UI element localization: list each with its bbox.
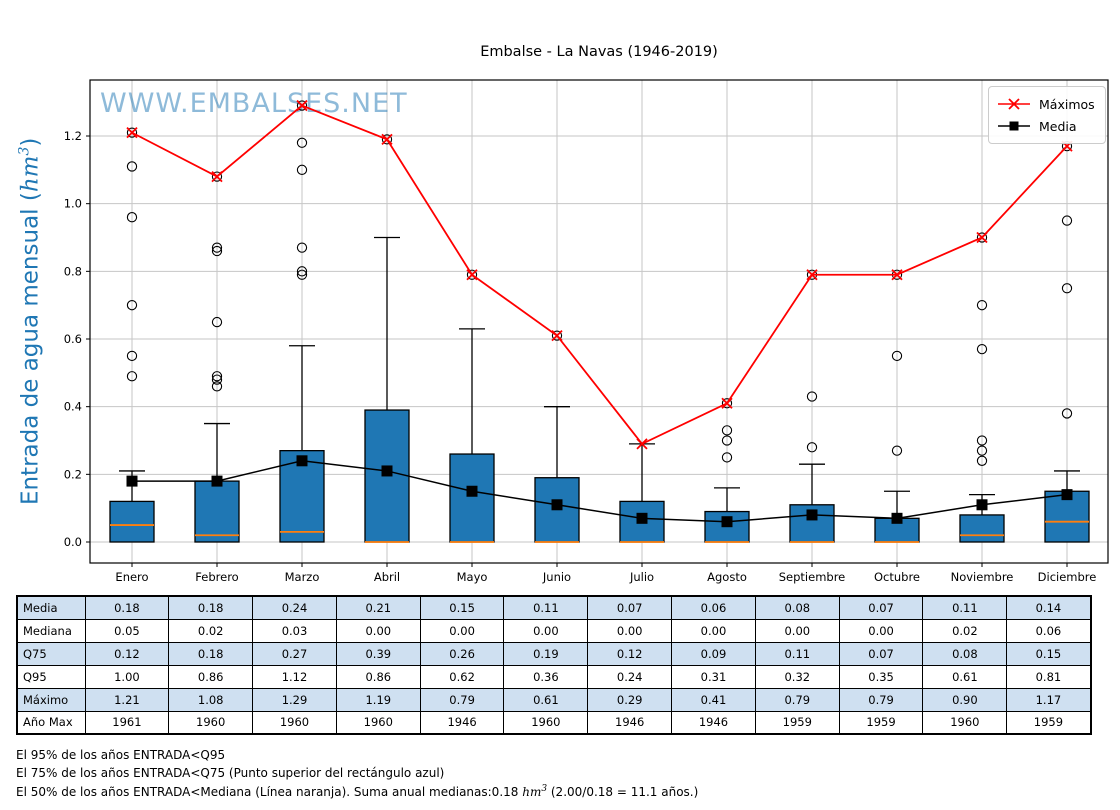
table-cell: 1960: [504, 711, 588, 734]
table-cell: 0.18: [169, 642, 253, 665]
table-row: [17, 711, 1091, 734]
table-cell: 0.41: [672, 688, 756, 711]
table-cell: 0.32: [755, 665, 839, 688]
table-cell: 0.15: [1007, 642, 1091, 665]
y-axis-label-text: Entrada de agua mensual (: [17, 192, 44, 506]
table-row-label: Q95: [17, 665, 85, 688]
footer-note-unit-exponent: 3: [541, 784, 548, 794]
table-cell: 0.24: [588, 665, 672, 688]
stats-table: [16, 595, 1092, 735]
media-line-square-icon: [997, 119, 1031, 133]
table-cell: 0.39: [336, 642, 420, 665]
x-tick-label: Octubre: [873, 570, 921, 584]
table-cell: 0.11: [504, 596, 588, 619]
table-cell: 1959: [1007, 711, 1091, 734]
media-marker: [637, 513, 648, 524]
table-cell: 0.09: [672, 642, 756, 665]
table-cell: 1.08: [169, 688, 253, 711]
media-line: [132, 461, 1067, 522]
footer-note-q75: El 75% de los años ENTRADA<Q75 (Punto superior del rectángulo azul): [16, 766, 445, 780]
table-cell: 1959: [839, 711, 923, 734]
table-cell: 0.12: [588, 642, 672, 665]
table-row: [17, 596, 1091, 619]
table-cell: 1959: [755, 711, 839, 734]
y-axis-label-unit-exponent: 3: [16, 146, 33, 156]
table-cell: 0.24: [253, 596, 337, 619]
chart-title: Embalse - La Navas (1946-2019): [480, 44, 718, 60]
table-cell: 0.08: [923, 642, 1007, 665]
media-marker: [892, 513, 903, 524]
y-axis-label-close: ): [17, 137, 44, 147]
table-cell: 0.19: [504, 642, 588, 665]
stats-table-wrap: [16, 595, 1092, 735]
table-cell: 1960: [336, 711, 420, 734]
table-cell: 0.02: [923, 619, 1007, 642]
media-marker: [977, 499, 988, 510]
table-cell: 0.14: [1007, 596, 1091, 619]
table-row: [17, 665, 1091, 688]
maximos-line-x-icon: [997, 97, 1031, 111]
x-tick-label: Julio: [629, 570, 655, 584]
footer-note-mediana: [16, 784, 698, 799]
table-cell: 0.81: [1007, 665, 1091, 688]
table-cell: 0.18: [169, 596, 253, 619]
table-cell: 0.07: [588, 596, 672, 619]
table-cell: 0.18: [85, 596, 169, 619]
x-tick-label: Noviembre: [950, 570, 1014, 584]
legend-item-maximos: [997, 93, 1095, 115]
x-tick-label: Marzo: [284, 570, 320, 584]
gridlines: [90, 80, 1108, 563]
table-cell: 0.08: [755, 596, 839, 619]
table-cell: 0.00: [839, 619, 923, 642]
x-tick-label: Septiembre: [778, 570, 846, 584]
maximos-line: [132, 106, 1067, 444]
table-cell: 0.00: [672, 619, 756, 642]
watermark: WWW.EMBALSES.NET: [100, 88, 408, 119]
table-cell: 0.86: [169, 665, 253, 688]
table-row-label: Año Max: [17, 711, 85, 734]
table-row: [17, 642, 1091, 665]
y-tick-label: 0.8: [63, 264, 82, 279]
table-cell: 0.02: [169, 619, 253, 642]
table-cell: 0.90: [923, 688, 1007, 711]
table-row-label: Q75: [17, 642, 85, 665]
table-cell: 0.61: [923, 665, 1007, 688]
boxplot-box: [195, 481, 239, 542]
legend: [988, 86, 1106, 144]
table-cell: 0.62: [420, 665, 504, 688]
x-tick-label: Mayo: [456, 570, 488, 584]
legend-item-media: [997, 115, 1095, 137]
table-cell: 0.35: [839, 665, 923, 688]
table-cell: 0.29: [588, 688, 672, 711]
table-cell: 1960: [169, 711, 253, 734]
table-cell: 0.79: [839, 688, 923, 711]
table-cell: 1.17: [1007, 688, 1091, 711]
y-tick-label: 1.2: [63, 129, 82, 144]
table-cell: 1.21: [85, 688, 169, 711]
x-tick-label: Agosto: [707, 570, 747, 584]
media-marker: [807, 509, 818, 520]
table-cell: 0.00: [420, 619, 504, 642]
x-tick-label: Abril: [373, 570, 401, 584]
y-axis-label-unit: hm: [17, 155, 44, 193]
table-cell: 0.86: [336, 665, 420, 688]
table-cell: 1960: [253, 711, 337, 734]
table-row-label: Máximo: [17, 688, 85, 711]
boxplot-box: [450, 454, 494, 542]
table-cell: 0.00: [504, 619, 588, 642]
table-cell: 1.29: [253, 688, 337, 711]
media-marker: [467, 486, 478, 497]
table-cell: 0.07: [839, 642, 923, 665]
table-cell: 1.19: [336, 688, 420, 711]
x-tick-label: Junio: [542, 570, 572, 584]
media-marker: [382, 465, 393, 476]
media-marker: [212, 476, 223, 487]
footer-note-q95: El 95% de los años ENTRADA<Q95: [16, 748, 226, 762]
y-tick-label: 0.0: [63, 535, 82, 549]
x-tick-label: Febrero: [195, 570, 239, 584]
y-tick-label: 0.6: [63, 332, 82, 347]
x-tick-label: Enero: [115, 570, 149, 584]
table-cell: 0.11: [923, 596, 1007, 619]
boxplot-box: [110, 501, 154, 542]
y-tick-label: 0.4: [63, 399, 82, 414]
table-cell: 1960: [923, 711, 1007, 734]
table-cell: 0.79: [420, 688, 504, 711]
table-cell: 0.79: [755, 688, 839, 711]
table-cell: 0.05: [85, 619, 169, 642]
media-marker: [127, 476, 138, 487]
table-cell: 1961: [85, 711, 169, 734]
table-row: [17, 619, 1091, 642]
table-cell: 0.06: [1007, 619, 1091, 642]
plot-border: [90, 80, 1108, 563]
table-cell: 1946: [588, 711, 672, 734]
table-cell: 0.11: [755, 642, 839, 665]
table-row-label: Media: [17, 596, 85, 619]
table-cell: 0.07: [839, 596, 923, 619]
table-cell: 1946: [420, 711, 504, 734]
media-marker: [1062, 489, 1073, 500]
footer-note-unit: hm: [522, 785, 542, 799]
table-cell: 0.21: [336, 596, 420, 619]
plot-data: [110, 101, 1089, 542]
table-cell: 1946: [672, 711, 756, 734]
media-marker: [297, 455, 308, 466]
y-tick-label: 0.2: [63, 467, 82, 482]
table-cell: 0.36: [504, 665, 588, 688]
media-marker: [552, 499, 563, 510]
table-row-label: Mediana: [17, 619, 85, 642]
boxplot-box: [960, 515, 1004, 542]
legend-label-media: Media: [1039, 118, 1077, 134]
table-cell: 1.00: [85, 665, 169, 688]
table-row: [17, 688, 1091, 711]
table-cell: 0.00: [588, 619, 672, 642]
table-cell: 0.27: [253, 642, 337, 665]
table-cell: 0.12: [85, 642, 169, 665]
x-tick-label: Diciembre: [1037, 570, 1097, 584]
y-tick-label: 1.0: [63, 196, 82, 211]
table-cell: 0.00: [755, 619, 839, 642]
legend-label-maximos: Máximos: [1039, 96, 1095, 112]
footer-note-mediana-text: El 50% de los años ENTRADA<Mediana (Línea naranja). Suma anual medianas:0.18: [16, 785, 523, 799]
table-cell: 0.26: [420, 642, 504, 665]
table-cell: 1.12: [253, 665, 337, 688]
table-cell: 0.31: [672, 665, 756, 688]
table-cell: 0.15: [420, 596, 504, 619]
footer-note-mediana-tail: (2.00/0.18 = 11.1 años.): [547, 785, 699, 799]
table-cell: 0.06: [672, 596, 756, 619]
table-cell: 0.61: [504, 688, 588, 711]
table-cell: 0.00: [336, 619, 420, 642]
media-marker: [722, 516, 733, 527]
table-cell: 0.03: [253, 619, 337, 642]
